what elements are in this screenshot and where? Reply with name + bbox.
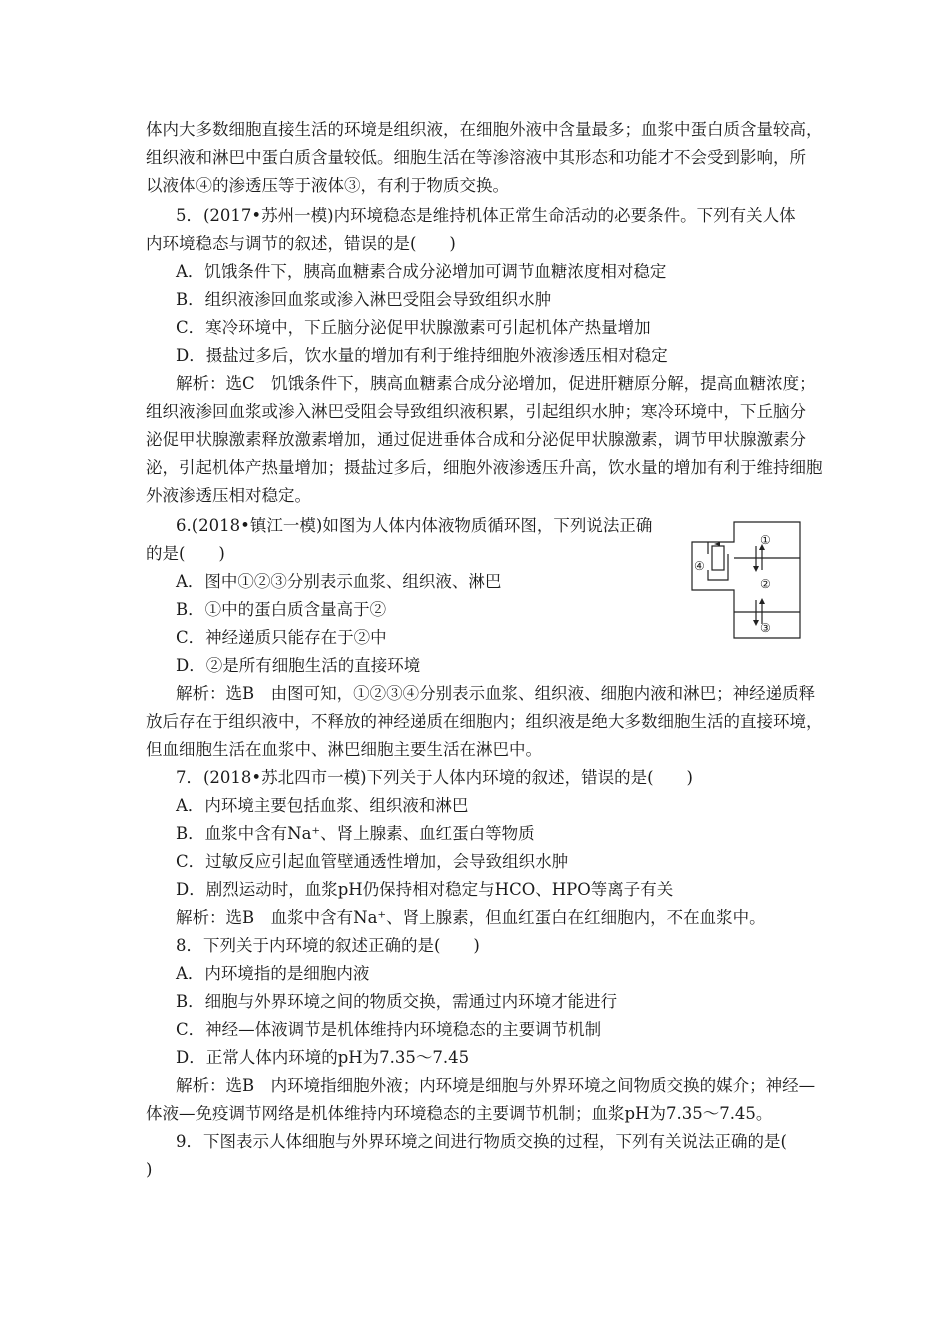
question-7-option-c: C．过敏反应引起血管壁通透性增加，会导致组织水肿 [176,852,569,871]
question-5-option-d: D．摄盐过多后，饮水量的增加有利于维持细胞外液渗透压相对稳定 [176,346,668,365]
question-8-option-b: B．细胞与外界环境之间的物质交换，需通过内环境才能进行 [176,992,618,1011]
question-7-analysis: 解析：选B 血浆中含有Na⁺、肾上腺素，但血红蛋白在红细胞内，不在血浆中。 [176,908,766,927]
question-6-stem: 6.(2018•镇江一模)如图为人体内体液物质循环图，下列说法正确 [176,516,653,535]
question-5-option-c: C．寒冷环境中，下丘脑分泌促甲状腺激素可引起机体产热量增加 [176,318,651,337]
question-5-option-a: A．饥饿条件下，胰高血糖素合成分泌增加可调节血糖浓度相对稳定 [176,262,667,281]
question-6-analysis: 解析：选B 由图可知，①②③④分别表示血浆、组织液、细胞内液和淋巴；神经递质释 [176,684,816,703]
question-8-option-a: A．内环境指的是细胞内液 [176,964,370,983]
diagram-label-1: ① [760,533,771,547]
diagram-label-2: ② [760,577,771,591]
flow-line [708,554,728,580]
text-line: 体内大多数细胞直接生活的环境是组织液，在细胞外液中含量最多；血浆中蛋白质含量较高， [146,120,823,139]
question-5-analysis: 泌，引起机体产热量增加；摄盐过多后，细胞外液渗透压升高，饮水量的增加有利于维持细胞 [146,458,823,477]
question-6-stem: 的是( ) [146,544,225,563]
diagram-label-3: ③ [760,621,771,635]
question-8-option-c: C．神经—体液调节是机体维持内环境稳态的主要调节机制 [176,1020,602,1039]
inner-box [712,546,724,570]
question-9-stem: 9．下图表示人体细胞与外界环境之间进行物质交换的过程，下列有关说法正确的是( [176,1132,787,1151]
arrowhead [753,620,759,626]
arrowhead [753,566,759,572]
question-6-option-b: B．①中的蛋白质含量高于② [176,600,387,619]
text-line: 组织液和淋巴中蛋白质含量较低。细胞生活在等渗溶液中其形态和功能才不会受到影响，所 [146,148,806,167]
question-7-option-d: D．剧烈运动时，血浆pH仍保持相对稳定与HCO、HPO等离子有关 [176,880,674,899]
question-5-stem: 内环境稳态与调节的叙述，错误的是( ) [146,234,456,253]
question-6-option-d: D．②是所有细胞生活的直接环境 [176,656,421,675]
text-line: 以液体④的渗透压等于液体③，有利于物质交换。 [146,176,509,195]
question-8-analysis: 体液—免疫调节网络是机体维持内环境稳态的主要调节机制；血浆pH为7.35～7.45。 [146,1104,773,1123]
body-fluid-circulation-diagram [690,520,802,642]
question-5-analysis: 组织液渗回血浆或渗入淋巴受阻会导致组织液积累，引起组织水肿；寒冷环境中，下丘脑分 [146,402,806,421]
question-5-analysis: 泌促甲状腺激素释放激素增加，通过促进垂体合成和分泌促甲状腺激素，调节甲状腺激素分 [146,430,806,449]
question-8-analysis: 解析：选B 内环境指细胞外液；内环境是细胞与外界环境之间物质交换的媒介；神经— [176,1076,816,1095]
question-6-option-c: C．神经递质只能存在于②中 [176,628,387,647]
question-5-analysis: 解析：选C 饥饿条件下，胰高血糖素合成分泌增加，促进肝糖原分解，提高血糖浓度； [176,374,816,393]
diagram-svg [690,520,802,642]
question-6-analysis: 放后存在于组织液中，不释放的神经递质在细胞内；组织液是绝大多数细胞生活的直接环境， [146,712,823,731]
question-6-analysis: 但血细胞生活在血浆中、淋巴细胞主要生活在淋巴中。 [146,740,542,759]
question-5-option-b: B．组织液渗回血浆或渗入淋巴受阻会导致组织水肿 [176,290,552,309]
diagram-label-4: ④ [694,559,705,573]
question-9-stem: ) [146,1160,153,1179]
question-7-option-a: A．内环境主要包括血浆、组织液和淋巴 [176,796,469,815]
question-7-option-b: B．血浆中含有Na⁺、肾上腺素、血红蛋白等物质 [176,824,535,843]
question-8-option-d: D．正常人体内环境的pH为7.35～7.45 [176,1048,470,1067]
question-7-stem: 7．(2018•苏北四市一模)下列关于人体内环境的叙述，错误的是( ) [176,768,693,787]
question-5-analysis: 外液渗透压相对稳定。 [146,486,311,505]
question-6-option-a: A．图中①②③分别表示血浆、组织液、淋巴 [176,572,502,591]
question-5-stem: 5．(2017•苏州一模)内环境稳态是维持机体正常生命活动的必要条件。下列有关人体 [176,206,796,225]
question-8-stem: 8．下列关于内环境的叙述正确的是( ) [176,936,480,955]
arrowhead [759,598,765,604]
